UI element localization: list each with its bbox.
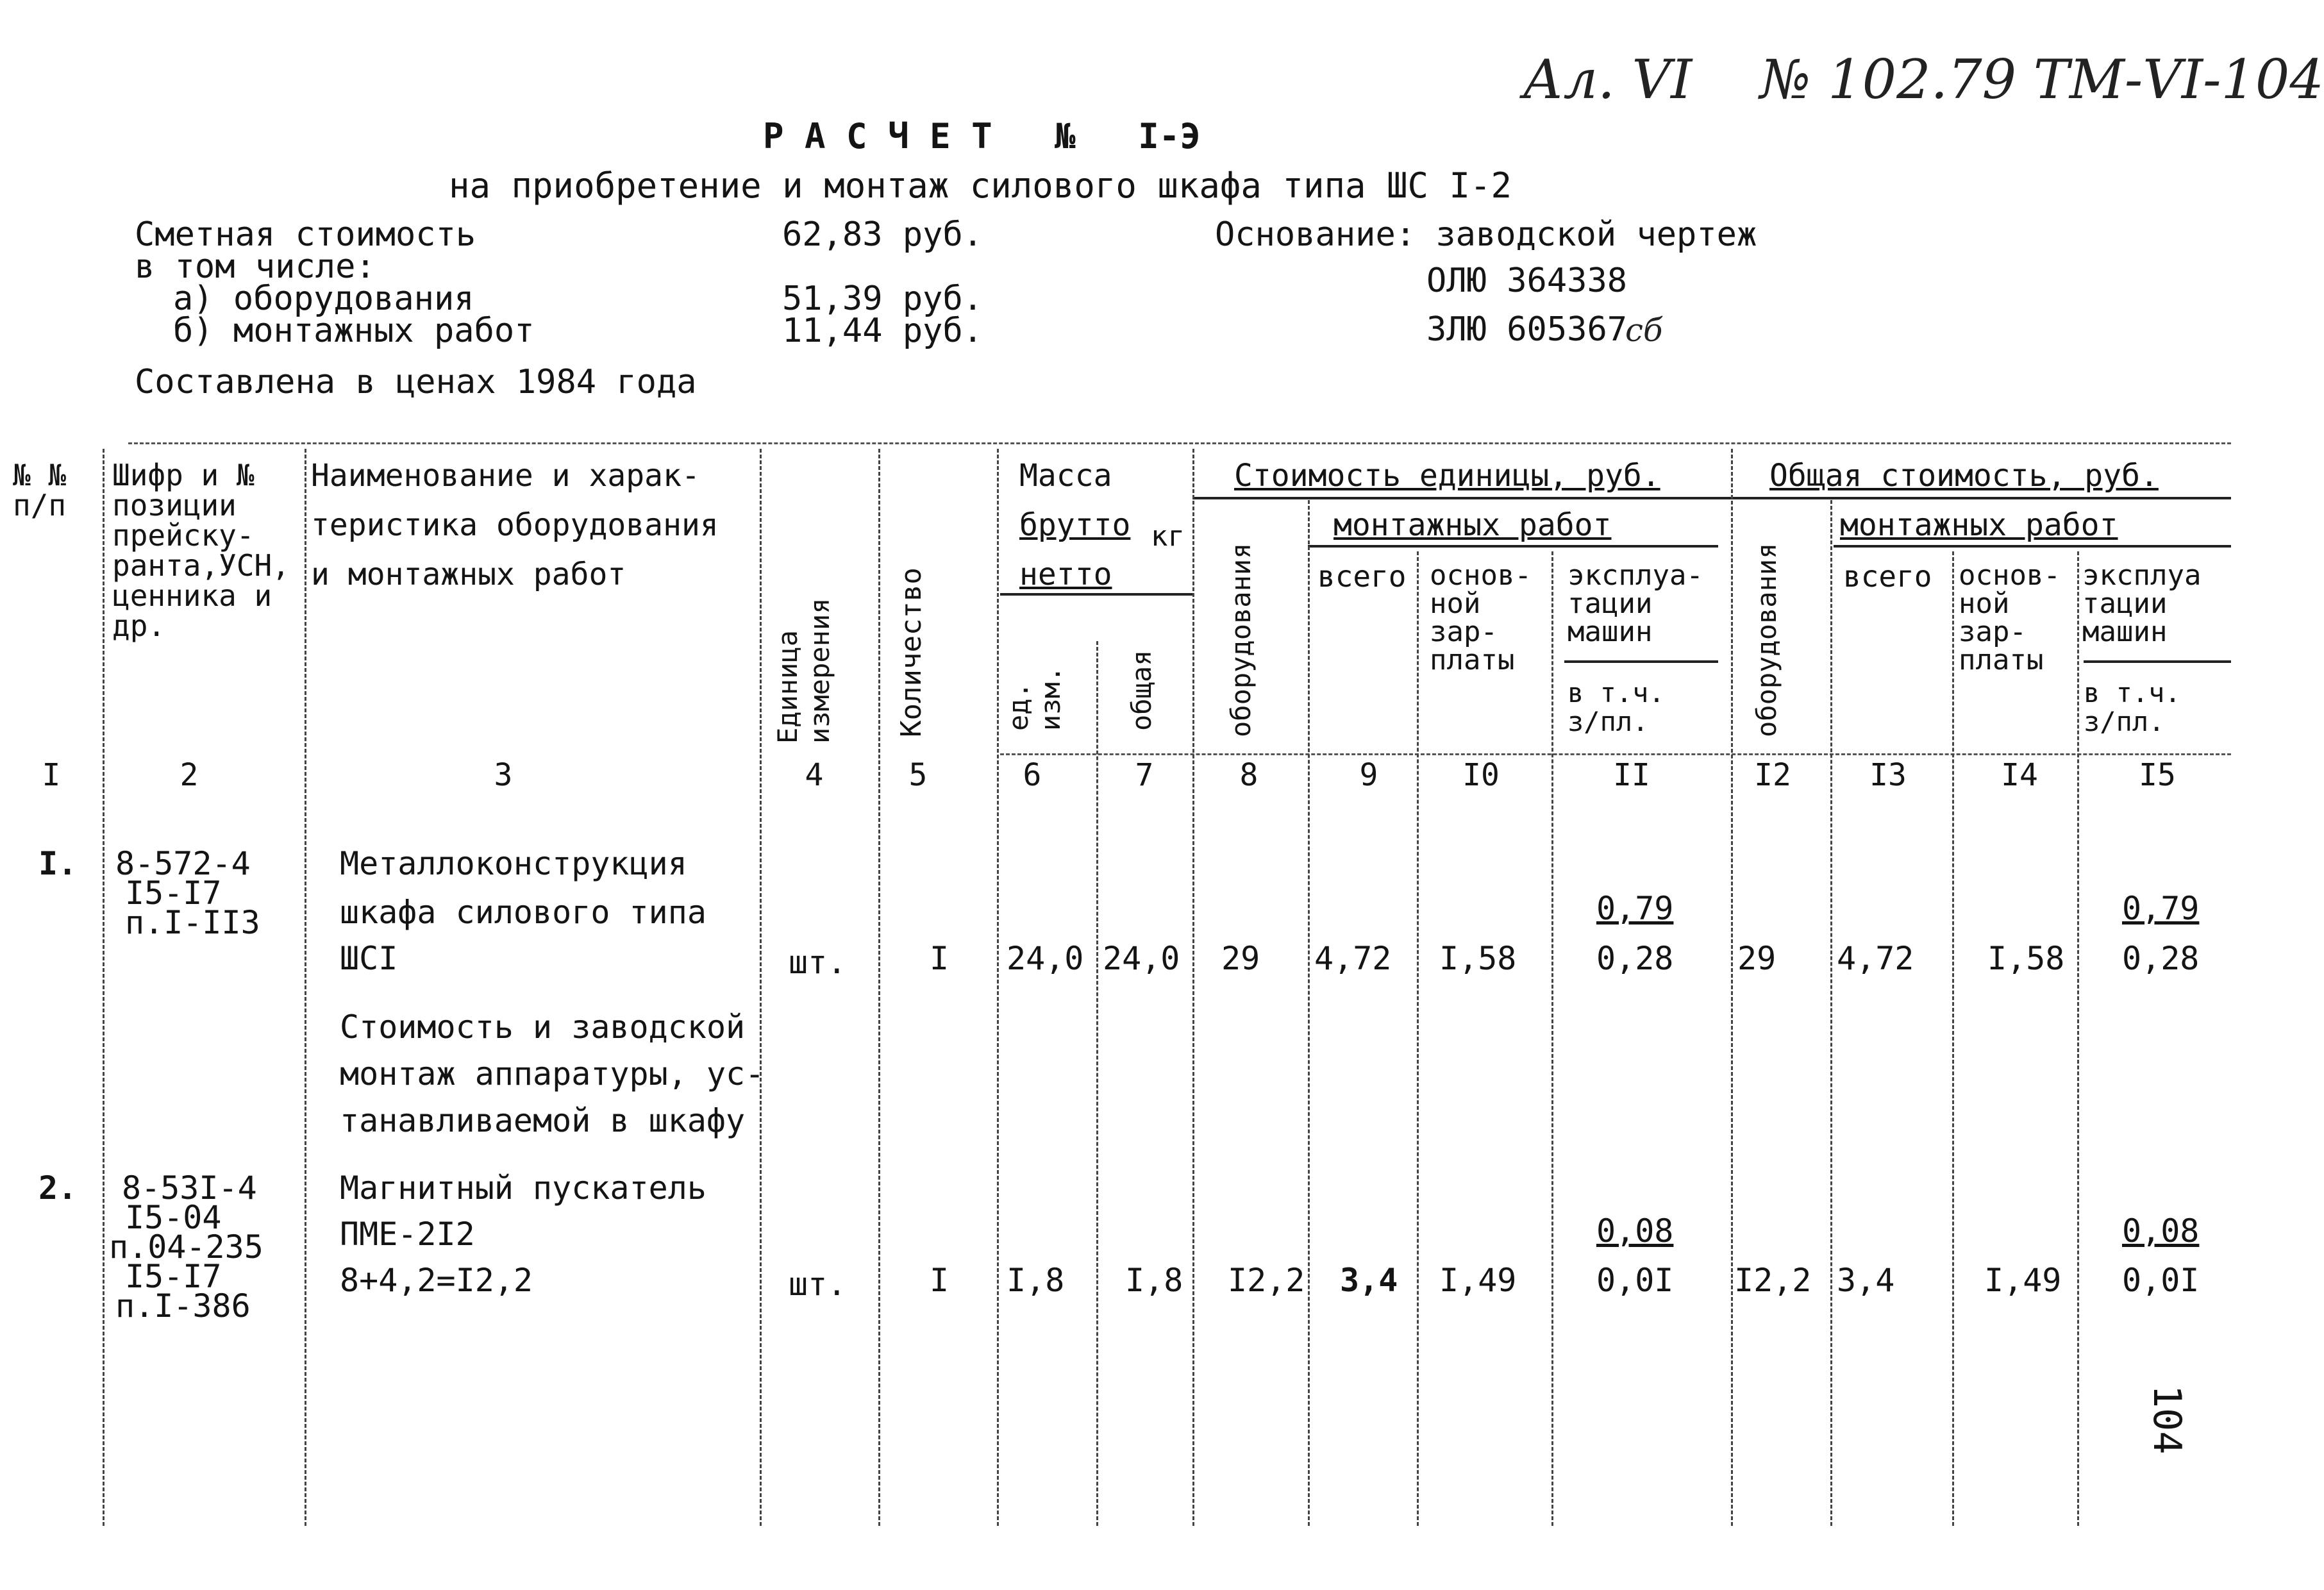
header-unit-equipment: оборудования	[1225, 542, 1257, 737]
col-line-10	[1551, 551, 1553, 1526]
row1-unit-total: 4,72	[1314, 940, 1392, 977]
header-total-mach-wage-1: в т.ч.	[2084, 677, 2181, 708]
header-unit-wage-4: платы	[1430, 644, 1515, 676]
col-number-12: I2	[1754, 757, 1791, 793]
row1-total-total: 4,72	[1837, 940, 1914, 977]
document-title: Р А С Ч Е Т № I-Э	[763, 116, 1201, 156]
header-mass-title: Масса	[1019, 458, 1112, 494]
installation-cost-value: 11,44 руб.	[782, 312, 983, 350]
col-number-13: I3	[1869, 757, 1907, 793]
row1-mass-unit: 24,0	[1007, 940, 1084, 977]
header-unit-installation: монтажных работ	[1333, 507, 1612, 543]
header-mass-total: общая	[1126, 649, 1157, 731]
col-number-15: I5	[2139, 757, 2176, 793]
header-quantity: Количество	[895, 567, 928, 737]
row2-code-2: I5-04	[125, 1199, 222, 1236]
row1-name-3: ШСI	[340, 940, 398, 977]
estimated-cost-label: Сметная стоимость	[135, 215, 476, 254]
header-total-wage-3: зар-	[1959, 615, 2027, 648]
header-unit-mach-3: машин	[1567, 615, 1653, 648]
table-top-dashed	[128, 442, 2231, 444]
header-code-line6: др.	[112, 608, 166, 643]
estimated-cost-value: 62,83 руб.	[782, 215, 983, 254]
header-unit-cost: Стоимость единицы, руб.	[1234, 458, 1660, 494]
header-num-line1: № №	[13, 458, 67, 492]
header-total-equipment: оборудования	[1751, 542, 1782, 737]
row1-code-1: 8-572-4	[115, 845, 251, 882]
col-number-6: 6	[1023, 757, 1042, 793]
header-unit-line1: Единица	[772, 630, 803, 744]
col-number-5: 5	[908, 757, 928, 793]
total-mach-underline	[2084, 660, 2231, 663]
col-line-11	[1731, 449, 1733, 1526]
row2-name-1: Магнитный пускатель	[340, 1169, 706, 1207]
header-total-wage-4: платы	[1959, 644, 2044, 676]
header-num-line2: п/п	[13, 488, 67, 523]
header-code-line1: Шифр и №	[112, 458, 255, 492]
total-install-underline	[1834, 545, 2231, 548]
header-code-line2: позиции	[112, 488, 237, 523]
row2-unit-machines: 0,08	[1596, 1212, 1674, 1250]
header-code-line4: ранта,УСН,	[112, 548, 290, 583]
header-total-wage-2: ной	[1959, 587, 2010, 620]
row2-unit-total: 3,4	[1340, 1262, 1398, 1299]
col-line-13	[1952, 551, 1954, 1526]
row1-code-3: п.I-II3	[125, 904, 260, 941]
row2-total-machines-wage: 0,0I	[2122, 1262, 2200, 1299]
row2-quantity: I	[929, 1262, 949, 1299]
header-total-wage-1: основ-	[1959, 559, 2061, 592]
row1-name-2: шкафа силового типа	[340, 894, 706, 931]
col-number-2: 2	[180, 757, 199, 793]
row1-total-machines: 0,79	[2122, 890, 2200, 927]
row1-total-equipment: 29	[1737, 940, 1776, 977]
header-mass-netto: нетто	[1019, 556, 1112, 592]
col-number-10: I0	[1462, 757, 1500, 793]
header-mass-brutto: брутто	[1019, 507, 1131, 543]
header-unit-line2: измерения	[804, 598, 835, 744]
row2-code-4: I5-I7	[125, 1258, 222, 1295]
header-unit-total: всего	[1317, 559, 1407, 594]
basis-label: Основание: заводской чертеж	[1215, 215, 1757, 254]
row2-name-3: 8+4,2=I2,2	[340, 1262, 533, 1299]
row1-quantity: I	[929, 940, 949, 977]
row2-total-wage: I,49	[1984, 1262, 2062, 1299]
prices-note: Составлена в ценах 1984 года	[135, 363, 697, 401]
including-label: в том числе:	[135, 247, 376, 286]
header-total-cost: Общая стоимость, руб.	[1769, 458, 2159, 494]
col-line-4	[878, 449, 880, 1526]
header-unit-wage-1: основ-	[1430, 559, 1532, 592]
row2-total-total: 3,4	[1837, 1262, 1895, 1299]
row1-unit-wage: I,58	[1439, 940, 1517, 977]
col-number-11: II	[1613, 757, 1650, 793]
col-number-14: I4	[2001, 757, 2038, 793]
page-number: 104	[2144, 1385, 2189, 1455]
header-code-line3: прейску-	[112, 518, 255, 553]
row1-unit-machines: 0,79	[1596, 890, 1674, 927]
note-line-3: танавливаемой в шкафу	[340, 1102, 746, 1139]
note-line-2: монтаж аппаратуры, ус-	[340, 1055, 765, 1092]
col-line-1	[103, 449, 104, 1526]
header-mass-unit: кг	[1151, 520, 1185, 553]
document-subtitle: на приобретение и монтаж силового шкафа типа ШС I-2	[449, 165, 1512, 206]
basis-doc-2: ЗЛЮ 605367	[1426, 310, 1628, 349]
row2-total-machines: 0,08	[2122, 1212, 2200, 1250]
note-line-1: Стоимость и заводской	[340, 1008, 746, 1046]
header-total-mach-2: тации	[2082, 587, 2168, 620]
header-name-line3: и монтажных работ	[311, 556, 626, 592]
col-line-6	[1096, 641, 1098, 1526]
annotation-left: Ал. VI	[1523, 48, 1693, 111]
header-name-line1: Наименование и харак-	[311, 458, 700, 494]
row2-unit-machines-wage: 0,0I	[1596, 1262, 1674, 1299]
col-line-5	[997, 449, 999, 1526]
row1-unit: шт.	[789, 944, 847, 981]
row2-total-equipment: I2,2	[1734, 1262, 1812, 1299]
col-number-4: 4	[805, 757, 824, 793]
row2-code-1: 8-53I-4	[122, 1169, 257, 1207]
header-unit-mach-wage-2: з/пл.	[1567, 706, 1649, 737]
row1-total-machines-wage: 0,28	[2122, 940, 2200, 977]
col-line-2	[305, 449, 306, 1526]
col-line-3	[760, 449, 762, 1526]
col-number-1: I	[42, 757, 61, 793]
header-unit-mach-wage-1: в т.ч.	[1567, 677, 1665, 708]
row1-code-2: I5-I7	[125, 874, 222, 912]
col-line-7	[1192, 449, 1194, 1526]
mass-underline	[1000, 593, 1192, 596]
unit-mach-underline	[1564, 660, 1718, 663]
row2-code-5: п.I-386	[115, 1287, 251, 1325]
col-line-12	[1830, 500, 1832, 1526]
header-unit-mach-2: тации	[1567, 587, 1653, 620]
row1-name-1: Металлоконструкция	[340, 845, 687, 882]
header-total-mach-1: эксплуа	[2082, 559, 2202, 592]
row2-unit: шт.	[789, 1266, 847, 1303]
row2-number: 2.	[38, 1169, 78, 1207]
col-number-3: 3	[494, 757, 513, 793]
header-total-mach-3: машин	[2082, 615, 2168, 648]
basis-doc-2-suffix: сб	[1625, 312, 1663, 349]
row1-total-wage: I,58	[1987, 940, 2065, 977]
header-total-total: всего	[1843, 559, 1932, 594]
header-mass-per-unit-1: ед.	[1003, 682, 1034, 731]
annotation-right: № 102.79 ТМ-VI-104	[1760, 48, 2324, 111]
equipment-cost-label: а) оборудования	[173, 280, 474, 318]
col-number-9: 9	[1359, 757, 1378, 793]
header-total-mach-wage-2: з/пл.	[2084, 706, 2165, 737]
basis-doc-1: ОЛЮ 364338	[1426, 262, 1628, 300]
row2-code-3: п.04-235	[109, 1228, 263, 1266]
col-line-14	[2077, 551, 2079, 1526]
row1-number: I.	[38, 845, 78, 882]
row1-unit-machines-wage: 0,28	[1596, 940, 1674, 977]
row2-unit-equipment: I2,2	[1228, 1262, 1305, 1299]
header-unit-mach-1: эксплуа-	[1567, 559, 1703, 592]
header-bottom-dashed	[1000, 753, 2231, 755]
row1-unit-equipment: 29	[1221, 940, 1260, 977]
row2-mass-unit: I,8	[1007, 1262, 1065, 1299]
installation-cost-label: б) монтажных работ	[173, 312, 535, 350]
unit-cost-underline	[1192, 497, 2231, 499]
header-name-line2: теристика оборудования	[311, 507, 719, 543]
unit-install-underline	[1308, 545, 1718, 548]
equipment-cost-value: 51,39 руб.	[782, 280, 983, 318]
header-code-line5: ценника и	[112, 578, 272, 613]
header-unit-wage-2: ной	[1430, 587, 1481, 620]
row2-mass-total: I,8	[1125, 1262, 1183, 1299]
col-line-9	[1417, 551, 1419, 1526]
header-total-installation: монтажных работ	[1840, 507, 2118, 543]
row1-mass-total: 24,0	[1103, 940, 1180, 977]
header-unit-wage-3: зар-	[1430, 615, 1498, 648]
row2-name-2: ПМЕ-2I2	[340, 1216, 475, 1253]
col-number-8: 8	[1239, 757, 1258, 793]
row2-unit-wage: I,49	[1439, 1262, 1517, 1299]
header-mass-per-unit-2: изм.	[1035, 665, 1066, 731]
col-line-8	[1308, 500, 1310, 1526]
col-number-7: 7	[1135, 757, 1154, 793]
